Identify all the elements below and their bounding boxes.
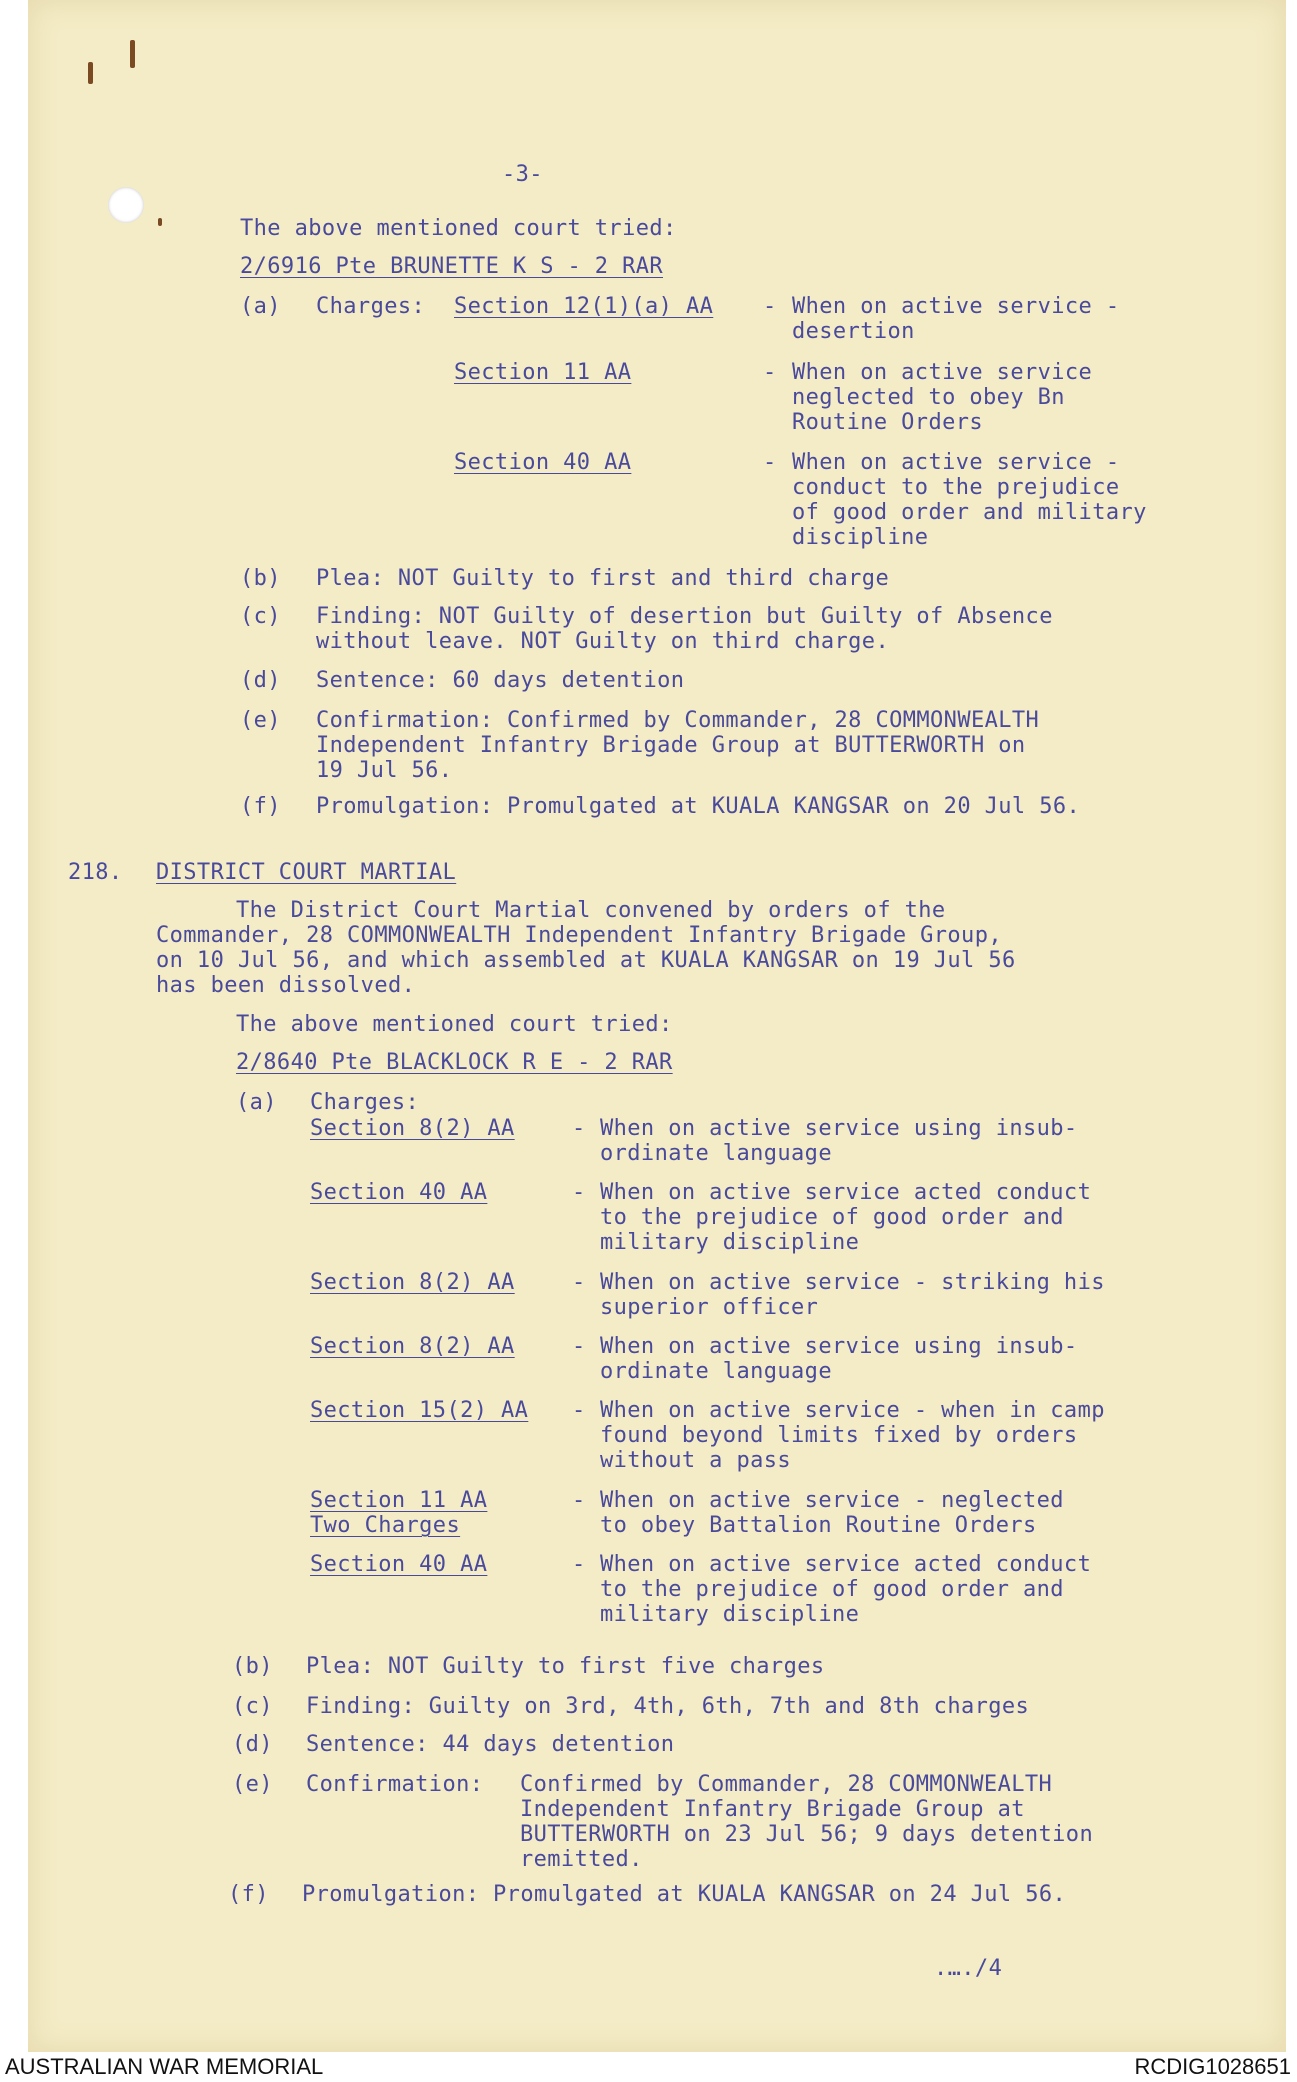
- charge-section: Section 40 AA: [454, 450, 632, 475]
- charge-dash: -: [572, 1488, 586, 1513]
- charge-section: Section 12(1)(a) AA: [454, 294, 714, 319]
- sentence: Sentence: 60 days detention: [316, 668, 685, 693]
- charge-description: When on active service -: [792, 450, 1120, 475]
- charge-description: to the prejudice of good order and: [600, 1205, 1064, 1230]
- confirmation: Confirmation: Confirmed by Commander, 28 COMMONWEALTH: [316, 708, 1040, 733]
- item-letter: (e): [240, 708, 281, 733]
- charge-description: When on active service -: [792, 294, 1120, 319]
- charge-description: When on active service using insub-: [600, 1116, 1078, 1141]
- promulgation: Promulgation: Promulgated at KUALA KANGSAR on 20 Jul 56.: [316, 794, 1081, 819]
- item-letter: (b): [232, 1654, 273, 1679]
- rust-stain: [158, 218, 162, 226]
- rust-stain: [130, 40, 135, 68]
- charge-dash: -: [763, 360, 777, 385]
- charge-section: Section 11 AA: [454, 360, 632, 385]
- item-letter: (a): [240, 294, 281, 319]
- charge-description: Routine Orders: [792, 410, 984, 435]
- footer-record-id: RCDIG1028651: [1134, 2054, 1291, 2079]
- charge-section: Section 15(2) AA: [310, 1398, 529, 1423]
- charge-section: Section 11 AA: [310, 1488, 488, 1513]
- paragraph-line: Commander, 28 COMMONWEALTH Independent Infantry Brigade Group,: [156, 923, 1002, 948]
- confirmation: 19 Jul 56.: [316, 758, 453, 783]
- charge-dash: -: [572, 1334, 586, 1359]
- charge-description: found beyond limits fixed by orders: [600, 1423, 1078, 1448]
- paragraph-line: on 10 Jul 56, and which assembled at KUALA KANGSAR on 19 Jul 56: [156, 948, 1016, 973]
- charge-dash: -: [763, 450, 777, 475]
- confirmation: Confirmed by Commander, 28 COMMONWEALTH: [520, 1772, 1053, 1797]
- paragraph-line: The District Court Martial convened by orders of the: [236, 898, 946, 923]
- finding: Finding: NOT Guilty of desertion but Guilty of Absence: [316, 604, 1053, 629]
- charge-description: neglected to obey Bn: [792, 385, 1065, 410]
- sentence: Sentence: 44 days detention: [306, 1732, 675, 1757]
- item-letter: (c): [240, 604, 281, 629]
- item-letter: (f): [240, 794, 281, 819]
- charge-description: When on active service - striking his: [600, 1270, 1105, 1295]
- item-letter: (e): [232, 1772, 273, 1797]
- charge-description: ordinate language: [600, 1359, 832, 1384]
- charge-description: When on active service acted conduct: [600, 1180, 1092, 1205]
- charge-section: Section 8(2) AA: [310, 1270, 515, 1295]
- charges-label: Charges:: [316, 294, 426, 319]
- item-letter: (d): [232, 1732, 273, 1757]
- item-letter: (a): [236, 1090, 277, 1115]
- charge-description: of good order and military: [792, 500, 1147, 525]
- charge-section: Section 8(2) AA: [310, 1334, 515, 1359]
- charges-label: Charges:: [310, 1090, 420, 1115]
- charge-description: conduct to the prejudice: [792, 475, 1120, 500]
- finding: without leave. NOT Guilty on third charge.: [316, 629, 890, 654]
- punch-hole: [108, 187, 144, 223]
- charge-dash: -: [572, 1398, 586, 1423]
- charge-description: When on active service - when in camp: [600, 1398, 1105, 1423]
- charge-description: ordinate language: [600, 1141, 832, 1166]
- charge-section: Section 40 AA: [310, 1180, 488, 1205]
- charge-description: When on active service - neglected: [600, 1488, 1064, 1513]
- charge-description: superior officer: [600, 1295, 819, 1320]
- accused-name: 2/6916 Pte BRUNETTE K S - 2 RAR: [240, 254, 663, 279]
- court-tried-intro: The above mentioned court tried:: [240, 216, 677, 241]
- charge-dash: -: [572, 1180, 586, 1205]
- charge-count-note: Two Charges: [310, 1513, 461, 1538]
- charge-dash: -: [763, 294, 777, 319]
- finding: Finding: Guilty on 3rd, 4th, 6th, 7th and 8th charges: [306, 1694, 1030, 1719]
- charge-dash: -: [572, 1116, 586, 1141]
- charge-description: without a pass: [600, 1448, 792, 1473]
- charge-description: to the prejudice of good order and: [600, 1577, 1064, 1602]
- charge-section: Section 8(2) AA: [310, 1116, 515, 1141]
- archive-footer: [0, 2052, 1297, 2082]
- charge-description: military discipline: [600, 1602, 860, 1627]
- charge-section: Section 40 AA: [310, 1552, 488, 1577]
- rust-stain: [88, 62, 93, 84]
- charge-description: to obey Battalion Routine Orders: [600, 1513, 1037, 1538]
- charge-description: When on active service using insub-: [600, 1334, 1078, 1359]
- page-number: -3-: [502, 162, 543, 187]
- footer-institution: AUSTRALIAN WAR MEMORIAL: [5, 2054, 324, 2079]
- item-letter: (b): [240, 566, 281, 591]
- section-heading: DISTRICT COURT MARTIAL: [156, 860, 457, 885]
- item-letter: (f): [228, 1882, 269, 1907]
- confirmation: BUTTERWORTH on 23 Jul 56; 9 days detention: [520, 1822, 1094, 1847]
- charge-description: When on active service acted conduct: [600, 1552, 1092, 1577]
- accused-name: 2/8640 Pte BLACKLOCK R E - 2 RAR: [236, 1050, 673, 1075]
- plea: Plea: NOT Guilty to first and third charge: [316, 566, 890, 591]
- charge-dash: -: [572, 1270, 586, 1295]
- item-letter: (c): [232, 1694, 273, 1719]
- charge-description: When on active service: [792, 360, 1093, 385]
- charge-dash: -: [572, 1552, 586, 1577]
- continuation-marker: .…./4: [934, 1956, 1003, 1981]
- charge-description: military discipline: [600, 1230, 860, 1255]
- charge-description: discipline: [792, 525, 929, 550]
- confirmation-label: Confirmation:: [306, 1772, 484, 1797]
- charge-description: desertion: [792, 319, 915, 344]
- confirmation: Independent Infantry Brigade Group at: [520, 1797, 1025, 1822]
- paragraph-line: has been dissolved.: [156, 973, 416, 998]
- confirmation: Independent Infantry Brigade Group at BUTTERWORTH on: [316, 733, 1026, 758]
- plea: Plea: NOT Guilty to first five charges: [306, 1654, 825, 1679]
- entry-number: 218.: [68, 860, 123, 885]
- item-letter: (d): [240, 668, 281, 693]
- confirmation: remitted.: [520, 1847, 643, 1872]
- promulgation: Promulgation: Promulgated at KUALA KANGSAR on 24 Jul 56.: [302, 1882, 1067, 1907]
- court-tried-intro: The above mentioned court tried:: [236, 1012, 673, 1037]
